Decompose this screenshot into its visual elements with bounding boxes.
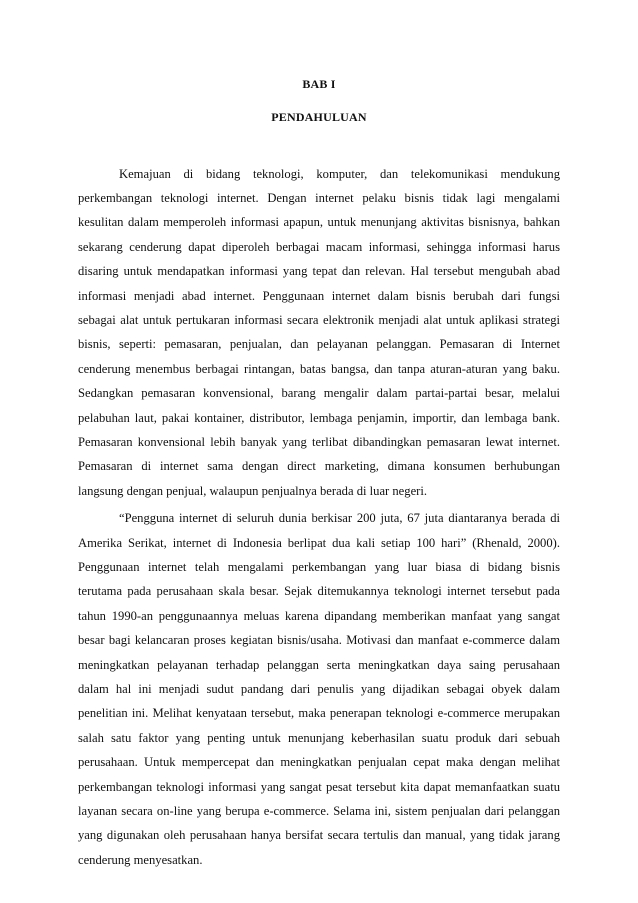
text-line: layanan secara on-line yang berupa e-commerce. Selama ini, sistem penjualan dari pelanggan <box>78 804 560 818</box>
text-line: Pemasaran di internet sama dengan direct marketing, dimana konsumen berhubungan <box>78 459 560 473</box>
text-line: Sedangkan pemasaran konvensional, barang mengalir dalam partai-partai besar, melalui <box>78 386 560 400</box>
text-line: terutama pada perusahaan skala besar. Sejak ditemukannya teknologi internet tersebut pada <box>78 584 560 598</box>
text-line: cenderung menyesatkan. <box>78 853 203 867</box>
text-line: penelitian ini. Melihat kenyataan tersebut, maka penerapan teknologi e-commerce merupakan <box>78 706 560 720</box>
text-line: dalam hal ini menjadi sudut pandang dari penulis yang dijadikan sebagai obyek dalam <box>78 682 560 696</box>
text-line: pelabuhan laut, pakai kontainer, distributor, lembaga penjamin, importir, dan lembaga bank. <box>78 411 560 425</box>
text-line: sekarang cenderung dapat diperoleh berbagai macam informasi, sehingga informasi harus <box>78 240 560 254</box>
text-line: kesulitan dalam memperoleh informasi apapun, untuk menunjang aktivitas bisnisnya, bahkan <box>78 215 560 229</box>
text-line: sebagai alat untuk pertukaran informasi secara elektronik menjadi alat untuk aplikasi strategi <box>78 313 560 327</box>
text-line: salah satu faktor yang penting untuk menunjang keberhasilan suatu produk dari sebuah <box>78 731 560 745</box>
text-line: tahun 1990-an penggunaannya meluas karena dipandang memberikan manfaat yang sangat <box>78 609 560 623</box>
text-line: besar bagi kelancaran proses kegiatan bisnis/usaha. Motivasi dan manfaat e-commerce dalam <box>78 633 560 647</box>
text-line: informasi menjadi abad internet. Penggunaan internet dalam bisnis berubah dari fungsi <box>78 289 560 303</box>
chapter-number: BAB I <box>302 77 336 91</box>
text-line: perkembangan teknologi informasi yang sangat pesat tersebut kita dapat memanfaatkan suatu <box>78 780 560 794</box>
text-line: cenderung menembus berbagai rintangan, batas bangsa, dan tanpa aturan-aturan yang baku. <box>78 362 560 376</box>
text-line: Kemajuan di bidang teknologi, komputer, dan telekomunikasi mendukung <box>119 167 560 181</box>
text-line: yang digunakan oleh perusahaan hanya bersifat secara tertulis dan manual, yang tidak jarang <box>78 828 560 842</box>
text-line: perusahaan. Untuk mempercepat dan meningkatkan penjualan cepat maka dengan melihat <box>78 755 560 769</box>
text-line: disaring untuk mendapatkan informasi yang tepat dan relevan. Hal tersebut mengubah abad <box>78 264 560 278</box>
text-line: langsung dengan penjual, walaupun penjualnya berada di luar negeri. <box>78 484 428 498</box>
text-line: meningkatkan pelayanan terhadap pelanggan serta meningkatkan daya saing perusahaan <box>78 658 560 672</box>
text-line: perkembangan teknologi internet. Dengan internet pelaku bisnis tidak lagi mengalami <box>78 191 560 205</box>
text-line: bisnis, seperti: pemasaran, penjualan, dan pelayanan pelanggan. Pemasaran di Internet <box>78 337 560 351</box>
chapter-title: PENDAHULUAN <box>271 110 367 124</box>
text-line: Amerika Serikat, internet di Indonesia berlipat dua kali setiap 100 hari” (Rhenald, 2000). <box>78 536 560 550</box>
text-line: Pemasaran konvensional lebih banyak yang terlibat dibandingkan pemasaran lewat internet. <box>78 435 560 449</box>
text-line: “Pengguna internet di seluruh dunia berkisar 200 juta, 67 juta diantaranya berada di <box>119 511 560 525</box>
text-line: Penggunaan internet telah mengalami perkembangan yang luar biasa di bidang bisnis <box>78 560 560 574</box>
